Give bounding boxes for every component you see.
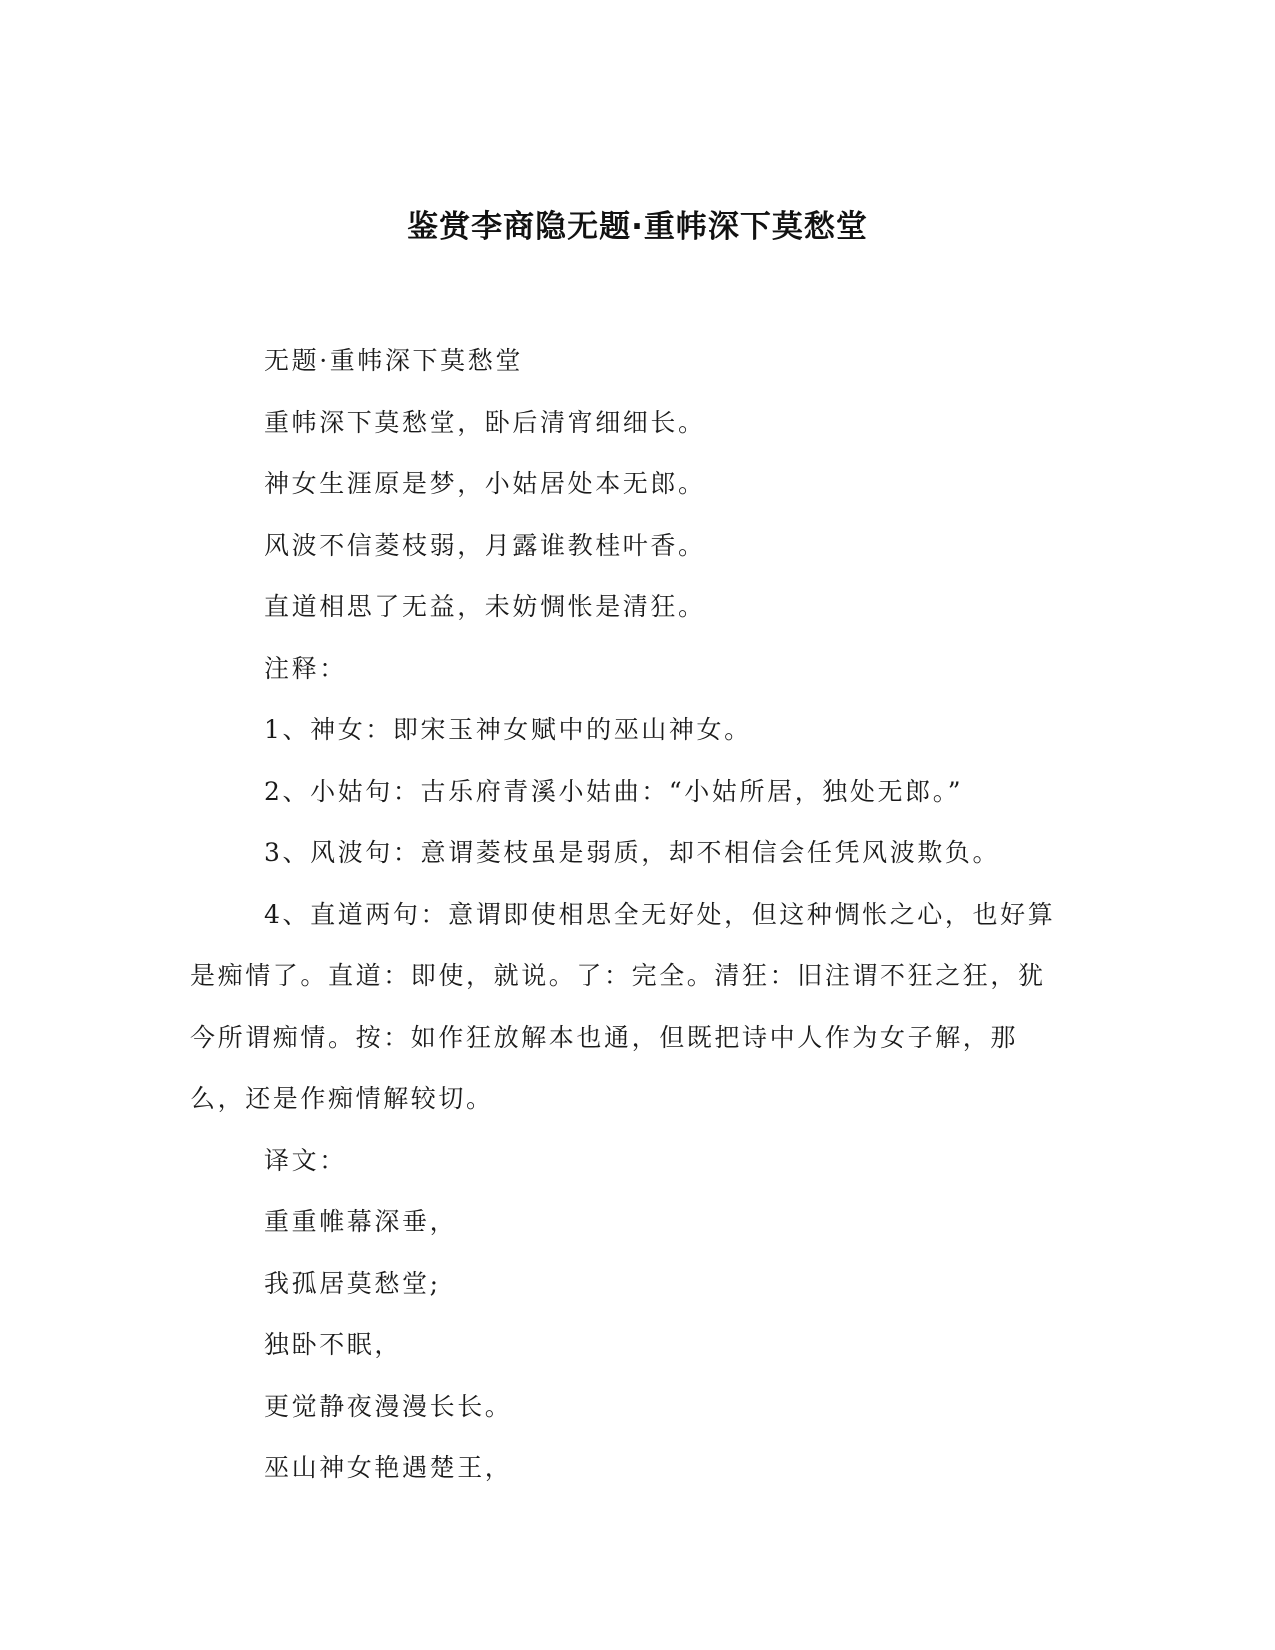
translation-line-3: 独卧不眠， — [264, 1330, 403, 1359]
note-1: 1、神女：即宋玉神女赋中的巫山神女。 — [264, 715, 752, 744]
notes-heading: 注释： — [264, 653, 347, 683]
document-title: 鉴赏李商隐无题·重帏深下莫愁堂 — [407, 209, 868, 245]
note-2: 2、小姑句：古乐府青溪小姑曲：“小姑所居，独处无郎。” — [264, 776, 964, 806]
poem-line-4: 直道相思了无益，未妨惆怅是清狂。 — [264, 592, 706, 621]
translation-line-4: 更觉静夜漫漫长长。 — [264, 1391, 513, 1421]
poem-line-1: 重帏深下莫愁堂，卧后清宵细细长。 — [264, 407, 706, 437]
note-3: 3、风波句：意谓菱枝虽是弱质，却不相信会任凭风波欺负。 — [264, 838, 1001, 867]
poem-line-3: 风波不信菱枝弱，月露谁教桂叶香。 — [264, 530, 706, 560]
note-4: 4、直道两句：意谓即使相思全无好处，但这种惆怅之心，也好算是痴情了。直道：即使，就说。了：完全。清狂：旧注谓不狂之狂，犹今所谓痴情。按：如作狂放解本也通，但既把诗中人作为女子解，那么，还是作痴情解较切。 — [190, 899, 1056, 1113]
poem-heading: 无题·重帏深下莫愁堂 — [264, 346, 523, 375]
poem-line-2: 神女生涯原是梦，小姑居处本无郎。 — [264, 469, 706, 498]
translation-line-5: 巫山神女艳遇楚王， — [264, 1453, 513, 1482]
translation-heading: 译文： — [264, 1145, 347, 1175]
translation-line-1: 重重帷幕深垂， — [264, 1207, 458, 1236]
document-body — [190, 330, 1060, 1499]
translation-line-2: 我孤居莫愁堂; — [264, 1268, 441, 1298]
